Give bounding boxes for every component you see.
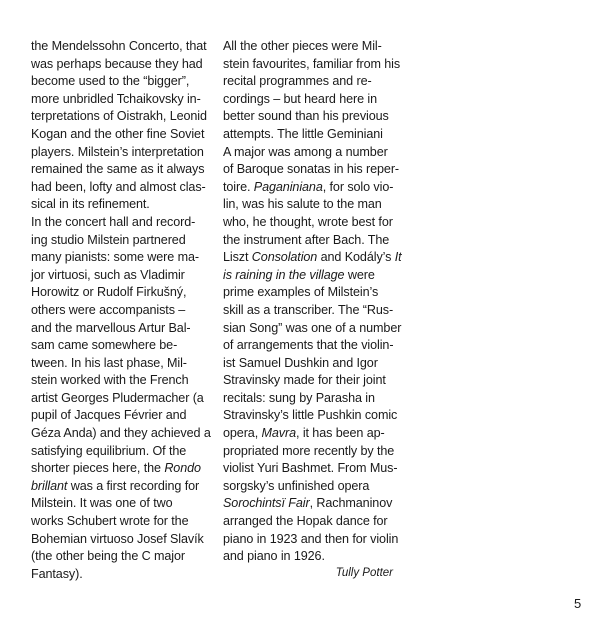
text-line: ist Samuel Dushkin and Igor [223,355,378,370]
text-line: who, he thought, wrote best for [223,214,393,229]
text-fragment: were [344,267,375,282]
text-line: others were accompanists – [31,302,186,317]
text-line: A major was among a number [223,144,388,159]
text-line: Géza Anda) and they achieved a [31,426,211,441]
text-line: was perhaps because they had [31,56,203,71]
text-line: terpretations of Oistrakh, Leonid [31,109,207,124]
text-line [223,249,402,267]
italic-title: is raining in the village [223,267,345,282]
text-line: the Mendelssohn Concerto, that [31,39,207,53]
text-line: works Schubert wrote for the [31,514,189,529]
text-line: Kogan and the other fine Soviet [31,126,205,141]
text-fragment: toire. [223,179,254,194]
text-line: Milstein. It was one of two [31,496,173,511]
text-line: artist Georges Pludermacher (a [31,390,204,405]
text-line: stein favourites, familiar from his [223,56,401,71]
italic-title: brillant [31,478,68,493]
text-line: Stravinsky’s little Pushkin comic [223,408,398,423]
text-line: Horowitz or Rudolf Firkušný, [31,285,187,300]
text-line: arranged the Hopak dance for [223,514,388,529]
italic-title: Sorochintsï Fair [223,496,310,511]
right-text-column [223,38,402,566]
text-line: remained the same as it always [31,162,205,177]
text-line [31,460,205,478]
text-line: had been, lofty and almost clas- [31,179,206,194]
italic-title: Mavra [261,426,297,441]
italic-title: It [394,250,402,265]
text-line: Stravinsky made for their joint [223,373,386,388]
text-fragment: shorter pieces here, the [31,461,165,476]
left-text-column [31,38,211,583]
text-line: attempts. The little Geminiani [223,126,383,141]
text-line: Fantasy). [31,566,83,581]
text-fragment: Liszt [223,250,252,265]
text-line [223,179,397,197]
text-line: become used to the “bigger”, [31,74,190,89]
text-line: lin, was his salute to the man [223,197,382,212]
text-line: violist Yuri Bashmet. From Mus- [223,461,398,476]
text-line: sical in its refinement. [31,197,150,212]
text-fragment: was a first recording for [67,478,200,493]
text-line [223,267,397,285]
text-fragment: opera, [223,426,262,441]
text-line: the instrument after Bach. The [223,232,390,247]
text-line: In the concert hall and record- [31,214,196,229]
text-fragment: and Kodály’s [317,250,395,265]
text-line: jor virtuosi, such as Vladimir [31,267,185,282]
text-line: stein worked with the French [31,373,189,388]
page-number: 5 [574,596,582,611]
text-line: (the other being the C major [31,549,186,564]
italic-title: Rondo [164,461,201,476]
text-line: recital programmes and re- [223,74,372,89]
text-line: satisfying equilibrium. Of the [31,443,187,458]
text-line: piano in 1923 and then for violin [223,531,399,546]
text-line: prime examples of Milstein’s [223,285,379,300]
text-line: sam came somewhere be- [31,338,178,353]
text-line: of arrangements that the violin- [223,338,394,353]
text-line: skill as a transcriber. The “Rus- [223,302,394,317]
text-line: propriated more recently by the [223,443,395,458]
text-line: and piano in 1926. [223,549,325,564]
text-line: Bohemian virtuoso Josef Slavík [31,531,204,546]
text-line: many pianists: some were ma- [31,250,199,265]
text-line: cordings – but heard here in [223,91,378,106]
italic-title: Consolation [251,250,318,265]
text-line: players. Milstein’s interpretation [31,144,204,159]
text-line: pupil of Jacques Février and [31,408,187,423]
text-line [223,495,397,513]
text-line: recitals: sung by Parasha in [223,390,375,405]
italic-title: Paganiniana [253,179,323,194]
text-line: and the marvellous Artur Bal- [31,320,191,335]
text-line [223,425,397,443]
text-line: All the other pieces were Mil- [223,39,382,53]
author-signature: Tully Potter [335,567,393,579]
text-fragment: , Rachmaninov [309,496,393,511]
text-line: sorgsky’s unfinished opera [223,478,370,493]
text-line [31,478,205,496]
text-fragment: , for solo vio- [322,179,394,194]
text-line: sian Song” was one of a number [223,320,402,335]
text-line: better sound than his previous [223,109,389,124]
text-line: tween. In his last phase, Mil- [31,355,187,370]
text-line: of Baroque sonatas in his reper- [223,162,400,177]
text-line: more unbridled Tchaikovsky in- [31,91,201,106]
text-fragment: , it has been ap- [296,426,385,441]
text-line: ing studio Milstein partnered [31,232,186,247]
